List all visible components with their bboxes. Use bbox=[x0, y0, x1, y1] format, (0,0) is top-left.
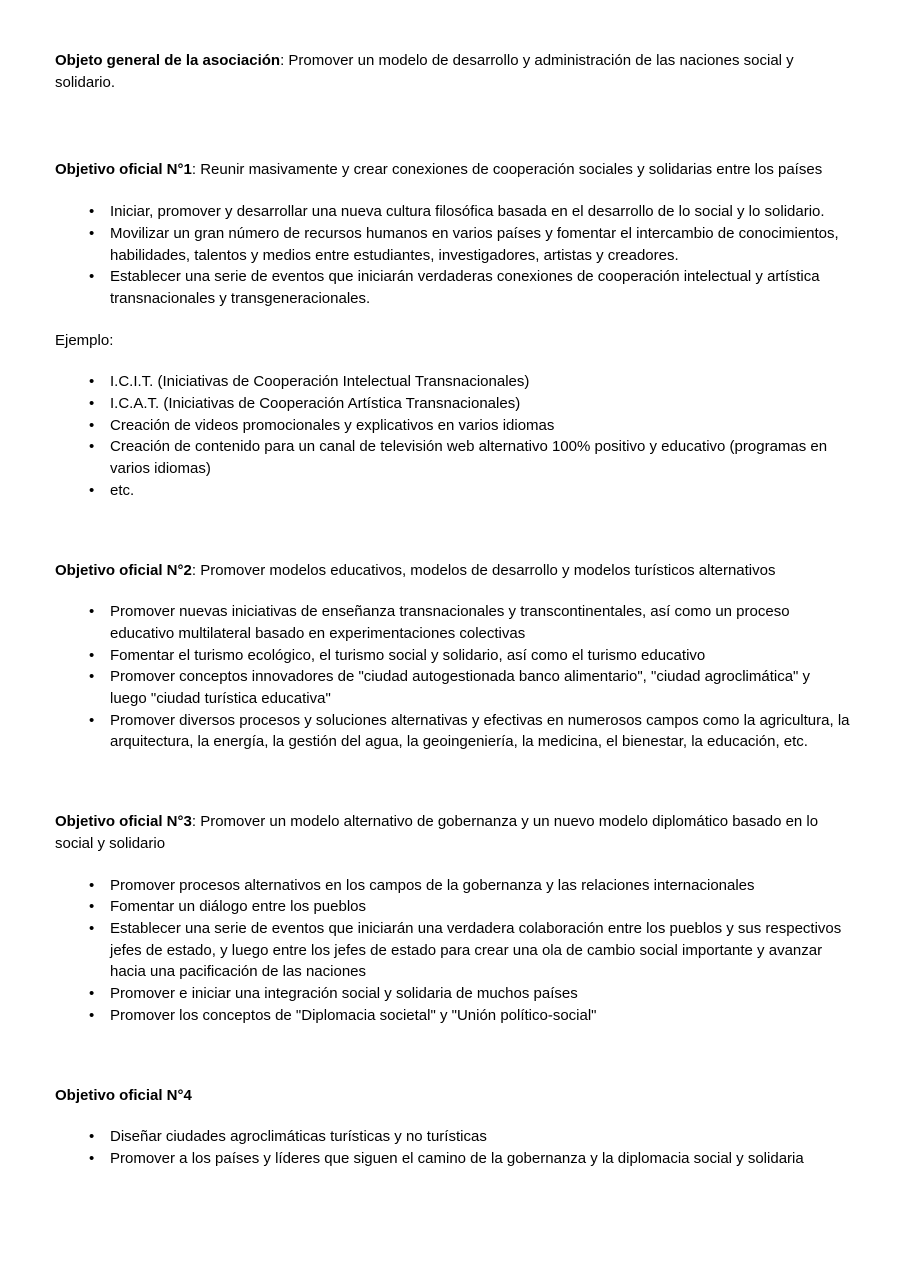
list-item: • Fomentar el turismo ecológico, el turismo social y solidario, así como el turismo educativo bbox=[55, 645, 850, 667]
list-item: • Promover procesos alternativos en los campos de la gobernanza y las relaciones internacionales bbox=[55, 875, 850, 897]
objective-2-heading bbox=[55, 560, 850, 582]
objective-section-1 bbox=[55, 159, 850, 501]
list-item: • Iniciar, promover y desarrollar una nueva cultura filosófica basada en el desarrollo de lo social y lo solidario. bbox=[55, 201, 850, 223]
objective-3-text: : Promover un modelo alternativo de gobernanza y un nuevo modelo diplomático basado en lo social y solidario bbox=[55, 813, 819, 852]
list-item: • Establecer una serie de eventos que iniciarán una verdadera colaboración entre los pueblos y sus respectivos jefes de estado, y luego entre los jefes de estado para crear una ola de cambio social importante y avanzar hacia una pacificación de las naciones bbox=[55, 918, 850, 983]
list-item: • Promover e iniciar una integración social y solidaria de muchos países bbox=[55, 983, 850, 1005]
objective-3-list bbox=[55, 875, 850, 1027]
list-item: • Promover conceptos innovadores de "ciudad autogestionada banco alimentario", "ciudad agroclimática" y luego "ciudad turística educativa" bbox=[55, 666, 850, 709]
example-list bbox=[55, 371, 850, 501]
list-item: • Creación de contenido para un canal de televisión web alternativo 100% positivo y educativo (programas en varios idiomas) bbox=[55, 436, 850, 479]
intro-paragraph bbox=[55, 50, 850, 93]
intro-text: : Promover un modelo de desarrollo y administración de las naciones social y solidario. bbox=[55, 52, 794, 91]
list-item: • Promover diversos procesos y soluciones alternativas y efectivas en numerosos campos como la agricultura, la arquitectura, la energía, la gestión del agua, la geoingeniería, la medicina, el bienestar, la educación, etc. bbox=[55, 710, 850, 753]
objective-section-2 bbox=[55, 560, 850, 754]
list-item: • Establecer una serie de eventos que iniciarán verdaderas conexiones de cooperación intelectual y artística transnacionales y transgeneracionales. bbox=[55, 266, 850, 309]
objective-1-text: : Reunir masivamente y crear conexiones de cooperación sociales y solidarias entre los países bbox=[191, 161, 823, 179]
list-item: • I.C.I.T. (Iniciativas de Cooperación Intelectual Transnacionales) bbox=[55, 371, 850, 393]
objective-section-4 bbox=[55, 1085, 850, 1170]
objective-3-heading bbox=[55, 811, 850, 854]
list-item: • Fomentar un diálogo entre los pueblos bbox=[55, 896, 850, 918]
list-item: • I.C.A.T. (Iniciativas de Cooperación Artística Transnacionales) bbox=[55, 393, 850, 415]
objective-1-heading bbox=[55, 159, 850, 181]
list-item: • Diseñar ciudades agroclimáticas turísticas y no turísticas bbox=[55, 1126, 850, 1148]
objective-4-list bbox=[55, 1126, 850, 1169]
objective-4-heading bbox=[55, 1085, 850, 1107]
objective-1-list bbox=[55, 201, 850, 310]
list-item: • Promover a los países y líderes que siguen el camino de la gobernanza y la diplomacia social y solidaria bbox=[55, 1148, 850, 1170]
objective-section-3 bbox=[55, 811, 850, 1026]
list-item: • etc. bbox=[55, 480, 850, 502]
objective-1-label: Objetivo oficial N°1 bbox=[55, 161, 192, 179]
objective-2-list bbox=[55, 601, 850, 753]
list-item: • Movilizar un gran número de recursos humanos en varios países y fomentar el intercambio de conocimientos, habilidades, talentos y medios entre estudiantes, investigadores, artistas y creadores. bbox=[55, 223, 850, 266]
objective-4-label: Objetivo oficial N°4 bbox=[55, 1086, 192, 1104]
intro-label: Objeto general de la asociación bbox=[55, 52, 281, 69]
objective-3-label: Objetivo oficial N°3 bbox=[55, 813, 192, 831]
list-item: • Promover los conceptos de "Diplomacia societal" y "Unión político-social" bbox=[55, 1005, 850, 1027]
example-heading: Ejemplo: bbox=[55, 331, 114, 349]
objective-2-text: : Promover modelos educativos, modelos de desarrollo y modelos turísticos alternativos bbox=[191, 561, 776, 579]
list-item: • Creación de videos promocionales y explicativos en varios idiomas bbox=[55, 415, 850, 437]
objective-2-label: Objetivo oficial N°2 bbox=[55, 561, 192, 579]
list-item: • Promover nuevas iniciativas de enseñanza transnacionales y transcontinentales, así como un proceso educativo multilateral basado en experimentaciones colectivas bbox=[55, 601, 850, 644]
